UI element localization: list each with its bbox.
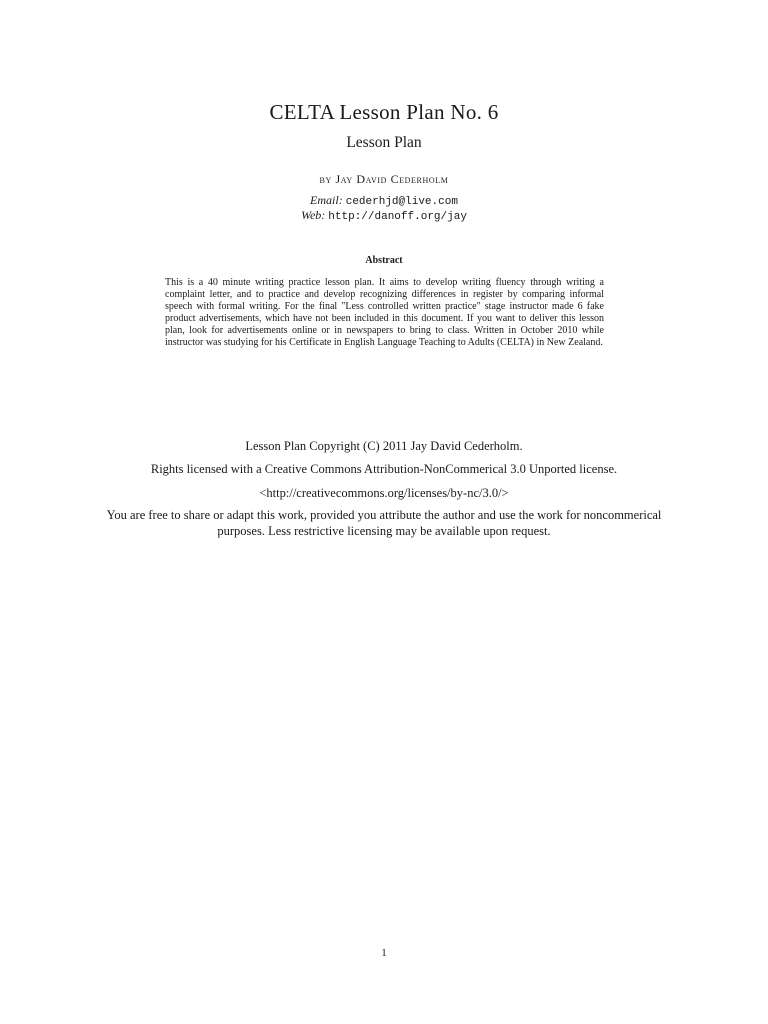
document-title: CELTA Lesson Plan No. 6 <box>269 100 499 124</box>
document-subtitle: Lesson Plan <box>346 134 422 151</box>
license-url-link[interactable]: <http://creativecommons.org/licenses/by-nc/3.0/> <box>259 486 509 500</box>
abstract-heading: Abstract <box>365 255 403 266</box>
copyright-line: Lesson Plan Copyright (C) 2011 Jay David Cederholm. <box>245 439 523 453</box>
web-label: Web: <box>301 208 326 222</box>
email-address-link[interactable]: cederhjd@live.com <box>345 196 458 208</box>
email-label: Email: <box>310 193 343 207</box>
web-line <box>0 207 768 225</box>
author-line: by Jay David Cederholm <box>319 172 449 186</box>
abstract-body: This is a 40 minute writing practice lesson plan. It aims to develop writing fluency through writing a complaint letter, and to practice and develop recognizing differences in register by comparing informal speech with formal writing. For the final "Less controlled written practice" stage instructor made 6 fake product advertisements, which have not been included in this document. If you want to deliver this lesson plan, look for advertisements online or in newspapers to bring to class. Written in October 2010 while instructor was studying for his Certificate in English Language Teaching to Adults (CELTA) in New Zealand. <box>165 277 604 349</box>
page-number: 1 <box>381 947 387 959</box>
license-terms-paragraph: You are free to share or adapt this work, provided you attribute the author and use the work for noncommerical purposes. Less restrictive licensing may be available upon request. <box>106 508 662 538</box>
license-rights-line: Rights licensed with a Creative Commons Attribution-NonCommerical 3.0 Unported license. <box>150 462 618 476</box>
web-address-link[interactable]: http://danoff.org/jay <box>328 211 467 223</box>
